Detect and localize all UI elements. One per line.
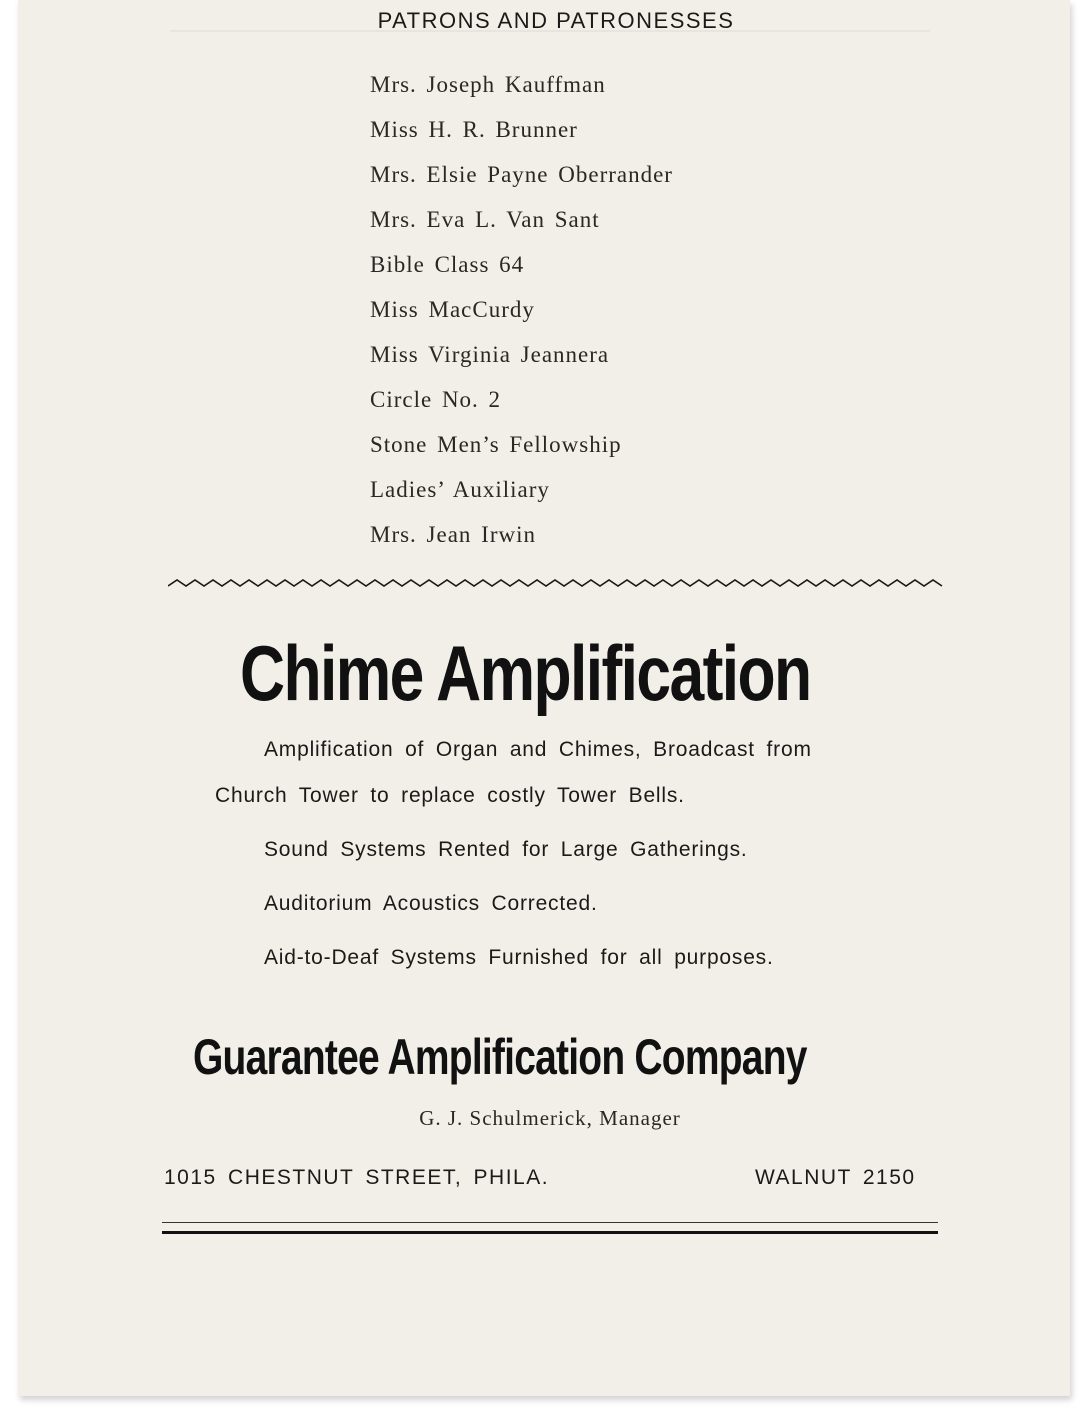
list-item: Mrs. Eva L. Van Sant [370, 207, 600, 232]
list-item: Miss MacCurdy [370, 297, 535, 322]
ad-text-line: Amplification of Organ and Chimes, Broadcast from [264, 738, 812, 761]
list-item: Bible Class 64 [370, 252, 525, 277]
wavy-divider [168, 574, 944, 594]
list-item: Miss Virginia Jeannera [370, 342, 610, 367]
footer-rule-thick [162, 1231, 938, 1234]
list-item: Miss H. R. Brunner [370, 117, 578, 142]
footer-rule-thin [162, 1222, 938, 1223]
company-phone: WALNUT 2150 [755, 1166, 916, 1189]
ad-text-line: Sound Systems Rented for Large Gatherings. [264, 838, 748, 861]
manager-name: G. J. Schulmerick, Manager [419, 1106, 681, 1130]
list-item: Stone Men’s Fellowship [370, 432, 622, 457]
list-item: Mrs. Joseph Kauffman [370, 72, 606, 97]
ad-text-line: Aid-to-Deaf Systems Furnished for all purposes. [264, 946, 774, 969]
list-item: Circle No. 2 [370, 387, 502, 412]
list-item: Mrs. Jean Irwin [370, 522, 536, 547]
ad-text-line: Church Tower to replace costly Tower Bells. [215, 784, 685, 807]
company-name: Guarantee Amplification Company [193, 1029, 807, 1085]
patrons-list [370, 66, 673, 554]
list-item: Ladies’ Auxiliary [370, 477, 550, 502]
ad-text-line: Auditorium Acoustics Corrected. [264, 892, 598, 915]
ad-title: Chime Amplification [240, 629, 811, 717]
patrons-heading: PATRONS AND PATRONESSES [377, 8, 735, 33]
company-address: 1015 CHESTNUT STREET, PHILA. [164, 1166, 550, 1189]
list-item: Mrs. Elsie Payne Oberrander [370, 162, 673, 187]
